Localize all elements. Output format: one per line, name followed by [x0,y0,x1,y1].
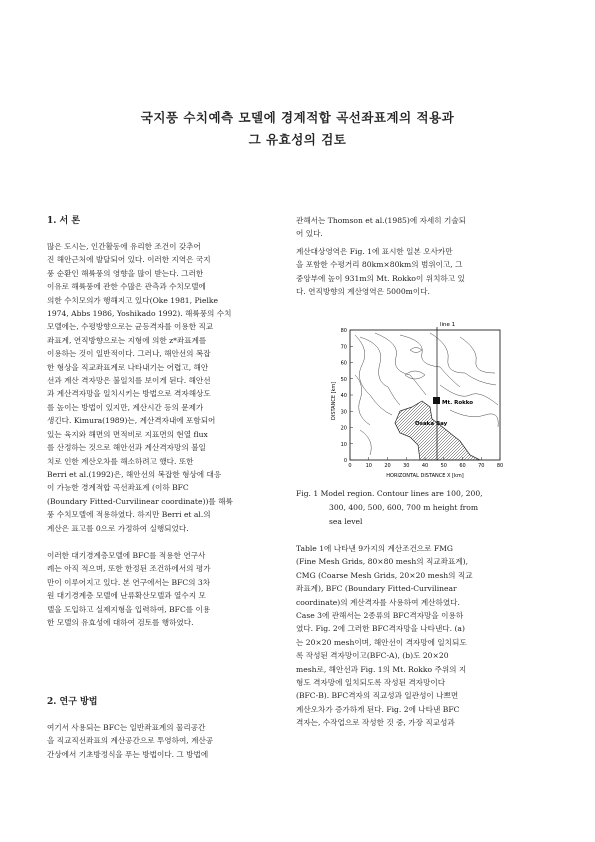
x-axis-label: HORIZONTAL DISTANCE X [km] [386,473,464,479]
x-tick-label: 30 [403,463,410,469]
y-tick-label: 70 [340,344,347,351]
y-tick-label: 0 [343,458,347,464]
line-1-label: line 1 [440,322,456,328]
y-tick-label: 40 [340,393,347,399]
intro-paragraph-2: 이러한 대기경계층모델에 BFC를 적용한 연구사 례는 아직 적으며, 또한 한정된 조건하에서의 평가 만이 이루어지고 있다. 본 연구에서는 BFC의 3차 원 대기경계층 모델에 난류확산모델과 열수지 모 델을 도입하고 실제지형을 입력하여, BFC를 이용 한 모델의 유효성에 대하여 검토를 행하였다. [47,551,211,628]
mt-rokko-label: Mt. Rokko [442,400,474,406]
figure-1-caption-line3: sea level [329,517,363,526]
y-tick-label: 60 [340,360,347,367]
paper-title-line2: 그 유효성의 검토 [248,132,347,147]
osaka-bay-label: Osaka Bay [415,421,448,427]
mt-rokko-marker [433,397,440,404]
intro-paragraph-1: 많은 도시는, 인간활동에 유리한 조건이 갖추어 진 해안근처에 발달되어 있다. 이러한 지역은 국지 풍 순환인 해륙풍의 영향을 많이 받는다. 그러한 이유로 해륙풍에 관한 수많은 관측과 수치모델에 의한 수치모의가 행해지고 있다(Oke 1981, Pielke 1974, Abbs 1986, Yoshikado 1992). 해륙풍의 수치 모델에는, 수평방향으로는 균등격자를 이용한 직교 좌표계, 연직방향으로는 지형에 의한 z*좌표계를 이용하는 것이 일반적이다. 그러나, 해안선의 복잡 한 형상을 직교좌표계로 나타내기는 어렵고, 해안 선과 계산 격자망은 불일치를 보이게 된다. 해안선 과 계산격자망을 일치시키는 방법으로 격자해상도 를 높이는 방법이 있지만, 계산시간 등의 문제가 생긴다. Kimura(1989)는, 계산격자내에 포함되어 있는 육지와 해면의 면적비로 지표면의 현열 flux 를 산정하는 것으로 해안선과 계산격자망의 불일 치로 인한 계산오차를 해소하려고 했다. 또한 Berri et al.(1992)은, 해안선의 복잡한 형상에 대응 이 가능한 경계적합 곡선좌표계 (이하 BFC (Boundary Fitted-Curvilinear coordinate))를 해륙 풍 수치모델에 적용하였다. 하지만 Berri et al.의 계산은 표고를 0으로 가정하여 실행되었다. [47,242,233,533]
y-tick-label: 20 [340,425,347,432]
right-paragraph-2: 계산대상영역은 Fig. 1에 표시한 일본 오사카만 을 포함한 수평거리 80km×80km의 범위이고, 그 중앙부에 높이 931m의 Mt. Rokko이 위치하고 있 다. 연직방향의 계산영역은 5000m이다. [296,247,465,297]
y-tick-label: 30 [340,409,347,416]
x-tick-label: 80 [496,463,504,469]
x-tick-label: 10 [365,463,372,469]
x-tick-label: 70 [478,463,485,469]
x-tick-label: 60 [459,463,466,469]
section-heading-method: 2. 연구 방법 [47,697,98,707]
x-tick-label: 20 [384,463,391,469]
y-axis-label: DISTANCE [km] [331,381,337,420]
right-paragraph-1: 관해서는 Thomson et al.(1985)에 자세히 기술되 어 있다. [296,216,467,239]
y-tick-label: 80 [340,328,347,334]
section-heading-intro: 1. 서 론 [47,216,81,226]
y-tick-label: 50 [340,376,347,383]
paper-title-line1: 국지풍 수치예측 모델에 경계적합 곡선좌표계의 적용과 [140,110,455,125]
figure-1-model-region [300,315,540,480]
y-tick-label: 10 [340,441,347,448]
figure-1-caption-line2: 300, 400, 500, 600, 700 m height from [329,503,479,512]
x-tick-label: 40 [421,463,429,469]
right-paragraph-3: Table 1에 나타낸 9가지의 계산조건으로 FMG (Fine Mesh Grids, 80×80 mesh의 직교좌표계), CMG (Coarse Mesh Grids, 20×20 mesh의 직교 좌표계), BFC (Boundary Fitted-Curvilinear coordinate)의 계산격자를 사용하여 계산하였다. Case 3에 관해서는 2종류의 BFC격자망을 이용하 였다. Fig. 2에 그러한 BFC격자망을 나타낸다. (a) 는 20×20 mesh이며, 해안선이 격자망에 일치되도 록 작성된 격자망이고(BFC-A), (b)도 20×20 mesh로, 해안선과 Fig. 1의 Mt. Rokko 주위의 지 형도 격자망에 일치되도록 작성된 격자망이다 (BFC-B). BFC격자의 직교성과 일관성이 나쁘면 계산오차가 증가하게 된다. Fig. 2에 나타낸 BFC 격자는, 수작업으로 작성한 것 중, 가장 직교성과 [296,544,473,728]
x-tick-label: 0 [348,463,352,469]
method-paragraph-1: 여기서 사용되는 BFC는 일반좌표계의 물리공간 을 직교직선좌표의 계산공간으로 투영하여, 계산공 간상에서 기초방정식을 푸는 방법이다. 그 방법에 [47,723,214,759]
figure-1-caption-line1: Fig. 1 Model region. Contour lines are 100, 200, [296,489,483,498]
x-tick-label: 50 [440,463,447,469]
